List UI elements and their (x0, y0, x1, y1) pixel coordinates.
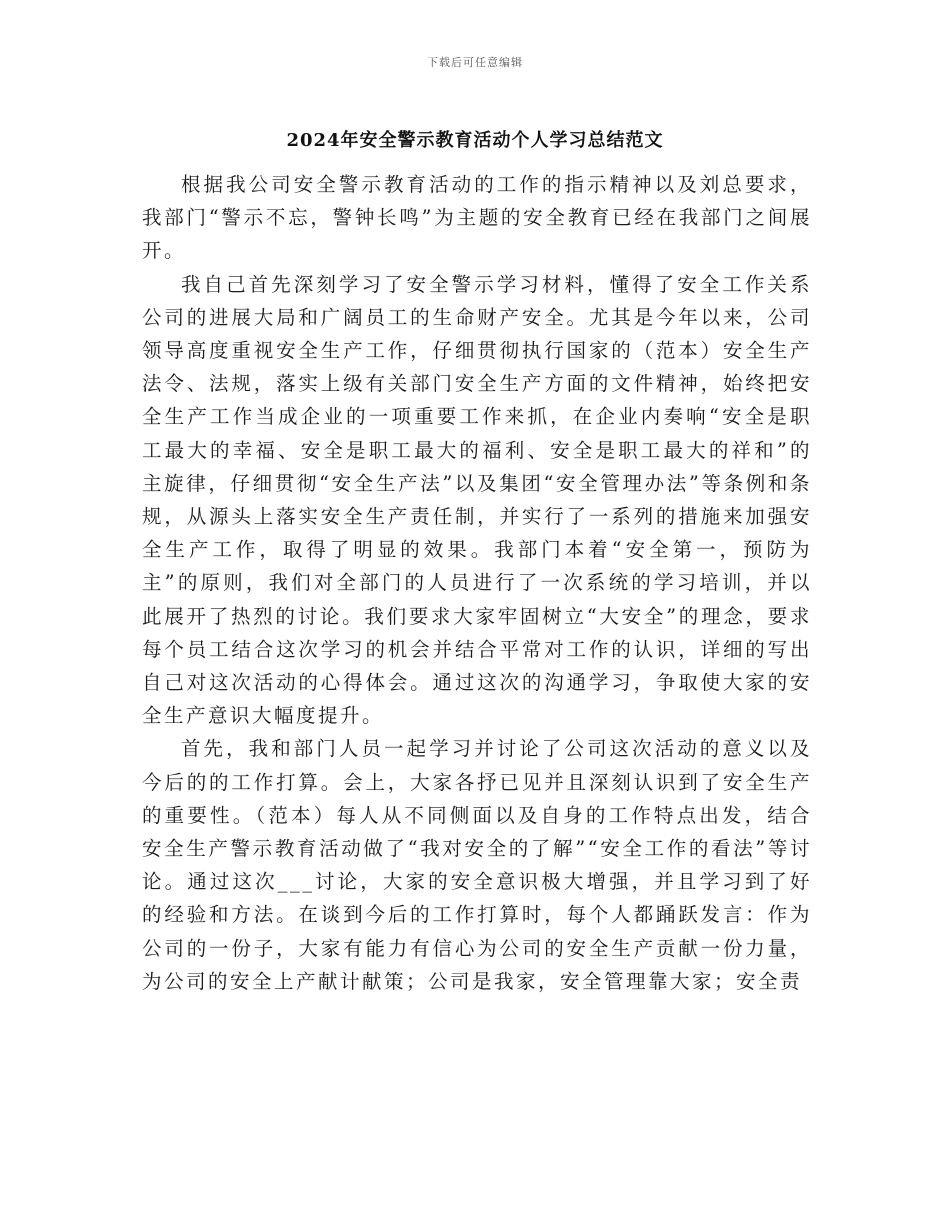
paragraph: 我自己首先深刻学习了安全警示学习材料，懂得了安全工作关系公司的进展大局和广阔员工的生命财产安全。尤其是今年以来，公司领导高度重视安全生产工作，仔细贯彻执行国家的（范本）安全生产法令、法规，落实上级有关部门安全生产方面的文件精神，始终把安全生产工作当成企业的一项重要工作来抓，在企业内奏响“安全是职工最大的幸福、安全是职工最大的福利、安全是职工最大的祥和”的主旋律，仔细贯彻“安全生产法”以及集团“安全管理办法”等条例和条规，从源头上落实安全生产责任制，并实行了一系列的措施来加强安全生产工作，取得了明显的效果。我部门本着“安全第一，预防为主”的原则，我们对全部门的人员进行了一次系统的学习培训，并以此展开了热烈的讨论。我们要求大家牢固树立“大安全”的理念，要求每个员工结合这次学习的机会并结合平常对工作的认识，详细的写出自己对这次活动的心得体会。通过这次的沟通学习，争取使大家的安全生产意识大幅度提升。 (142, 272, 812, 728)
paragraph: 首先，我和部门人员一起学习并讨论了公司这次活动的意义以及今后的的工作打算。会上，大家各抒已见并且深刻认识到了安全生产的重要性。（范本）每人从不同侧面以及自身的工作特点出发，结合安全生产警示教育活动做了“我对安全的了解”“安全工作的看法”等讨论。通过这次___讨论，大家的安全意识极大增强，并且学习到了好的经验和方法。在谈到今后的工作打算时，每个人都踊跃发言：作为公司的一份子，大家有能力有信心为公司的安全生产贡献一份力量，为公司的安全上产献计献策；公司是我家，安全管理靠大家；安全责 (142, 737, 812, 993)
document-body (142, 168, 812, 998)
header-note: 下载后可任意编辑 (427, 56, 523, 69)
paragraph: 根据我公司安全警示教育活动的工作的指示精神以及刘总要求，我部门“警示不忘，警钟长鸣”为主题的安全教育已经在我部门之间展开。 (142, 173, 812, 263)
document-title: 2024年安全警示教育活动个人学习总结范文 (286, 130, 664, 151)
